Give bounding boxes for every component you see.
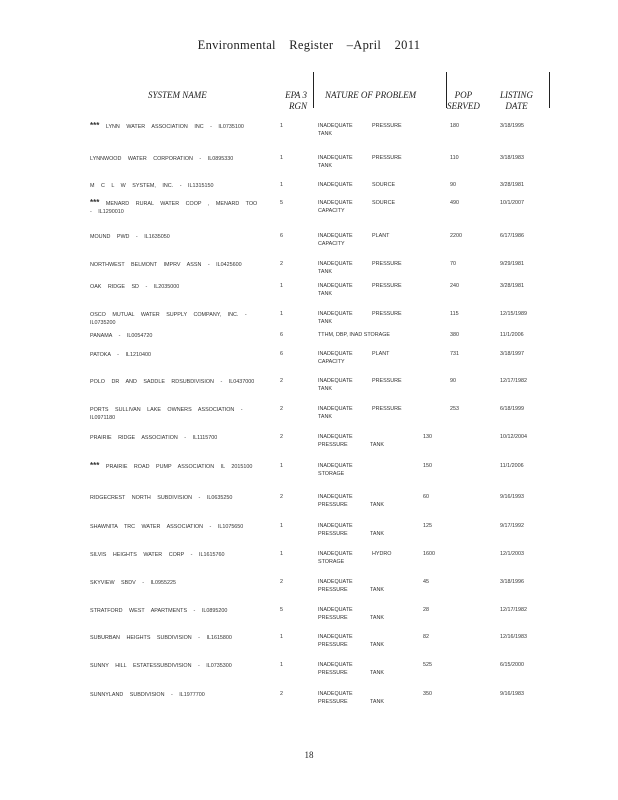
table-row [0, 405, 618, 435]
population-cell: 70 [450, 261, 456, 267]
problem-cell: TANK [370, 531, 384, 537]
table-row [0, 433, 618, 463]
system-name-text: STRATFORD WEST APARTMENTS - IL0895200 [90, 608, 228, 614]
problem-cell: SOURCE [372, 182, 396, 188]
system-name-cell [90, 232, 265, 241]
problem-cell: PRESSURE [372, 378, 402, 384]
epa-region-cell: 1 [280, 662, 283, 668]
problem-cell: TANK [370, 442, 384, 448]
nature-detail-cell: PRESSURE [318, 531, 348, 537]
system-name-cell [90, 331, 265, 340]
system-name-cell [90, 405, 265, 422]
table-row [0, 122, 618, 152]
epa-region-cell: 1 [280, 283, 283, 289]
nature-detail-cell: TANK [318, 291, 332, 297]
population-cell: 2200 [450, 233, 462, 239]
population-cell: 90 [450, 378, 456, 384]
flag-marker: *** [90, 121, 100, 130]
nature-cell: INADEQUATE [318, 551, 353, 557]
system-name-cell [90, 661, 265, 670]
listing-date-cell: 9/16/1983 [500, 691, 524, 697]
nature-cell: INADEQUATE [318, 523, 353, 529]
nature-detail-cell: TANK [318, 131, 332, 137]
epa-region-cell: 1 [280, 463, 283, 469]
nature-cell: TTHM, DBP, INAD STORAGE [318, 332, 390, 338]
flag-marker: *** [90, 198, 100, 207]
page-title: Environmental Register –April 2011 [197, 38, 421, 52]
table-row [0, 633, 618, 663]
system-name-cell [90, 350, 265, 359]
table-row [0, 377, 618, 407]
nature-cell: INADEQUATE [318, 463, 353, 469]
problem-cell: TANK [370, 615, 384, 621]
problem-cell: TANK [370, 670, 384, 676]
system-name-text: PANAMA - IL0054720 [90, 333, 153, 339]
table-row [0, 690, 618, 720]
nature-detail-cell: PRESSURE [318, 502, 348, 508]
epa-region-cell: 2 [280, 406, 283, 412]
system-name-text: LYNNWOOD WATER CORPORATION - IL0895330 [90, 156, 234, 162]
nature-cell: INADEQUATE [318, 406, 353, 412]
population-cell: 731 [450, 351, 459, 357]
system-name-cell [90, 154, 265, 163]
epa-region-cell: 2 [280, 579, 283, 585]
listing-date-cell: 10/12/2004 [500, 434, 527, 440]
nature-cell: INADEQUATE [318, 283, 353, 289]
nature-cell: INADEQUATE [318, 378, 353, 384]
nature-cell: INADEQUATE [318, 261, 353, 267]
table-row [0, 282, 618, 312]
flag-marker: *** [90, 461, 100, 470]
system-name-text: SUNNYLAND SUBDIVISION - IL1977700 [90, 692, 205, 698]
nature-cell: INADEQUATE [318, 233, 353, 239]
problem-cell: TANK [370, 699, 384, 705]
nature-detail-cell: PRESSURE [318, 642, 348, 648]
nature-cell: INADEQUATE [318, 691, 353, 697]
table-row [0, 232, 618, 262]
problem-cell: HYDRO [372, 551, 392, 557]
listing-date-cell: 6/17/1986 [500, 233, 524, 239]
header-epa-rgn-line2: RGN [289, 101, 307, 111]
listing-date-cell: 11/1/2006 [500, 463, 524, 469]
nature-cell: INADEQUATE [318, 434, 353, 440]
population-cell: 82 [423, 634, 429, 640]
system-name-cell [90, 690, 265, 699]
nature-detail-cell: STORAGE [318, 471, 345, 477]
nature-detail-cell: CAPACITY [318, 208, 345, 214]
nature-cell: INADEQUATE [318, 607, 353, 613]
population-cell: 253 [450, 406, 459, 412]
system-name-cell [90, 493, 265, 502]
listing-date-cell: 6/15/2000 [500, 662, 524, 668]
population-cell: 110 [450, 155, 459, 161]
header-listing-date-line1: LISTING [500, 90, 534, 100]
population-cell: 180 [450, 123, 459, 129]
system-name-text: SUNNY HILL ESTATESSUBDIVISION - IL0735300 [90, 663, 232, 669]
system-name-cell [90, 122, 265, 131]
header-listing-date-line2: DATE [505, 101, 528, 111]
system-name-text: PRAIRIE ROAD PUMP ASSOCIATION IL 2015100 [105, 464, 253, 470]
problem-cell: PRESSURE [372, 155, 402, 161]
epa-region-cell: 6 [280, 233, 283, 239]
system-name-cell [90, 310, 265, 327]
epa-region-cell: 6 [280, 351, 283, 357]
listing-date-cell: 11/1/2006 [500, 332, 524, 338]
system-name-cell [90, 199, 265, 216]
page-number: 18 [304, 750, 314, 760]
listing-date-cell: 12/1/2003 [500, 551, 524, 557]
listing-date-cell: 12/17/1982 [500, 378, 527, 384]
header-epa-rgn-line1: EPA 3 [285, 90, 307, 100]
listing-date-cell: 3/28/1981 [500, 182, 524, 188]
nature-cell: INADEQUATE [318, 123, 353, 129]
listing-date-cell: 10/1/2007 [500, 200, 524, 206]
epa-region-cell: 1 [280, 551, 283, 557]
population-cell: 150 [423, 463, 432, 469]
problem-cell: PRESSURE [372, 123, 402, 129]
epa-region-cell: 1 [280, 634, 283, 640]
system-name-cell [90, 377, 265, 386]
system-name-cell [90, 282, 265, 291]
listing-date-cell: 9/16/1993 [500, 494, 524, 500]
table-row [0, 578, 618, 608]
listing-date-cell: 9/17/1992 [500, 523, 524, 529]
nature-detail-cell: TANK [318, 319, 332, 325]
listing-date-cell: 6/18/1999 [500, 406, 524, 412]
table-row [0, 493, 618, 523]
population-cell: 28 [423, 607, 429, 613]
nature-cell: INADEQUATE [318, 182, 353, 188]
problem-cell: PRESSURE [372, 311, 402, 317]
nature-detail-cell: CAPACITY [318, 359, 345, 365]
problem-cell: PRESSURE [372, 406, 402, 412]
epa-region-cell: 6 [280, 332, 283, 338]
nature-cell: INADEQUATE [318, 634, 353, 640]
population-cell: 90 [450, 182, 456, 188]
system-name-cell [90, 181, 265, 190]
problem-cell: TANK [370, 642, 384, 648]
listing-date-cell: 3/18/1997 [500, 351, 524, 357]
problem-cell: PRESSURE [372, 283, 402, 289]
epa-region-cell: 1 [280, 311, 283, 317]
system-name-text: LYNN WATER ASSOCIATION INC - IL0735100 [105, 124, 244, 130]
nature-detail-cell: PRESSURE [318, 442, 348, 448]
system-name-text: PATOKA - IL1210400 [90, 352, 151, 358]
system-name-cell [90, 462, 265, 471]
epa-region-cell: 1 [280, 182, 283, 188]
population-cell: 60 [423, 494, 429, 500]
nature-cell: INADEQUATE [318, 311, 353, 317]
nature-detail-cell: PRESSURE [318, 587, 348, 593]
nature-cell: INADEQUATE [318, 662, 353, 668]
population-cell: 130 [423, 434, 432, 440]
listing-date-cell: 3/18/1996 [500, 579, 524, 585]
system-name-text: OSCO MUTUAL WATER SUPPLY COMPANY, INC. - IL0735200 [90, 312, 247, 326]
header-pop-served-line1: POP [454, 90, 473, 100]
epa-region-cell: 2 [280, 434, 283, 440]
table-row [0, 606, 618, 636]
system-name-cell [90, 433, 265, 442]
nature-detail-cell: TANK [318, 269, 332, 275]
epa-region-cell: 2 [280, 691, 283, 697]
epa-region-cell: 2 [280, 378, 283, 384]
system-name-text: SILVIS HEIGHTS WATER CORP - IL1615760 [90, 552, 225, 558]
system-name-text: SHAWNITA TRC WATER ASSOCIATION - IL1075650 [90, 524, 244, 530]
problem-cell: TANK [370, 502, 384, 508]
epa-region-cell: 2 [280, 494, 283, 500]
system-name-text: SKYVIEW SBDV - IL0955225 [90, 580, 177, 586]
system-name-text: MENARD RURAL WATER COOP , MENARD TOO - IL1290010 [90, 201, 258, 215]
table-row [0, 199, 618, 229]
system-name-text: MOUND PWD - IL1635050 [90, 234, 170, 240]
system-name-text: OAK RIDGE SD - IL2035000 [90, 284, 180, 290]
population-cell: 125 [423, 523, 432, 529]
nature-detail-cell: STORAGE [318, 559, 345, 565]
nature-cell: INADEQUATE [318, 579, 353, 585]
nature-detail-cell: TANK [318, 414, 332, 420]
nature-detail-cell: TANK [318, 163, 332, 169]
nature-cell: INADEQUATE [318, 494, 353, 500]
listing-date-cell: 12/16/1983 [500, 634, 527, 640]
system-name-cell [90, 578, 265, 587]
system-name-text: RIDGECREST NORTH SUBDIVISION - IL0635250 [90, 495, 233, 501]
listing-date-cell: 3/18/1995 [500, 123, 524, 129]
listing-date-cell: 9/29/1981 [500, 261, 524, 267]
table-row [0, 550, 618, 580]
epa-region-cell: 1 [280, 523, 283, 529]
epa-region-cell: 5 [280, 607, 283, 613]
header-pop-served-line2: SERVED [447, 101, 480, 111]
table-row [0, 462, 618, 492]
nature-detail-cell: CAPACITY [318, 241, 345, 247]
problem-cell: TANK [370, 587, 384, 593]
listing-date-cell: 12/15/1989 [500, 311, 527, 317]
nature-detail-cell: PRESSURE [318, 615, 348, 621]
nature-cell: INADEQUATE [318, 351, 353, 357]
nature-cell: INADEQUATE [318, 155, 353, 161]
nature-detail-cell: PRESSURE [318, 699, 348, 705]
listing-date-cell: 3/28/1981 [500, 283, 524, 289]
population-cell: 490 [450, 200, 459, 206]
population-cell: 350 [423, 691, 432, 697]
header-nature-of-problem: NATURE OF PROBLEM [325, 90, 417, 100]
nature-detail-cell: PRESSURE [318, 670, 348, 676]
population-cell: 115 [450, 311, 459, 317]
nature-detail-cell: TANK [318, 386, 332, 392]
system-name-cell [90, 633, 265, 642]
header-system-name: SYSTEM NAME [148, 90, 207, 100]
epa-region-cell: 1 [280, 155, 283, 161]
population-cell: 45 [423, 579, 429, 585]
problem-cell: PLANT [372, 351, 390, 357]
system-name-text: PRAIRIE RIDGE ASSOCIATION - IL1115700 [90, 435, 218, 441]
system-name-cell [90, 522, 265, 531]
table-row [0, 661, 618, 691]
system-name-text: POLO DR AND SADDLE RDSUBDIVISION - IL0437000 [90, 379, 255, 385]
system-name-cell [90, 260, 265, 269]
population-cell: 380 [450, 332, 459, 338]
system-name-cell [90, 550, 265, 559]
table-row [0, 350, 618, 380]
system-name-text: NORTHWEST BELMONT IMPRV ASSN - IL0425600 [90, 262, 242, 268]
table-row [0, 522, 618, 552]
system-name-text: M C L W SYSTEM, INC. - IL1315150 [90, 183, 214, 189]
population-cell: 525 [423, 662, 432, 668]
system-name-cell [90, 606, 265, 615]
listing-date-cell: 3/18/1983 [500, 155, 524, 161]
system-name-text: PORTS SULLIVAN LAKE OWNERS ASSOCIATION - IL0971180 [90, 407, 243, 421]
population-cell: 1600 [423, 551, 435, 557]
problem-cell: PLANT [372, 233, 390, 239]
system-name-text: SUBURBAN HEIGHTS SUBDIVISION - IL1615800 [90, 635, 232, 641]
problem-cell: PRESSURE [372, 261, 402, 267]
problem-cell: SOURCE [372, 200, 396, 206]
nature-cell: INADEQUATE [318, 200, 353, 206]
table-row [0, 154, 618, 184]
population-cell: 240 [450, 283, 459, 289]
epa-region-cell: 5 [280, 200, 283, 206]
epa-region-cell: 2 [280, 261, 283, 267]
listing-date-cell: 12/17/1982 [500, 607, 527, 613]
epa-region-cell: 1 [280, 123, 283, 129]
